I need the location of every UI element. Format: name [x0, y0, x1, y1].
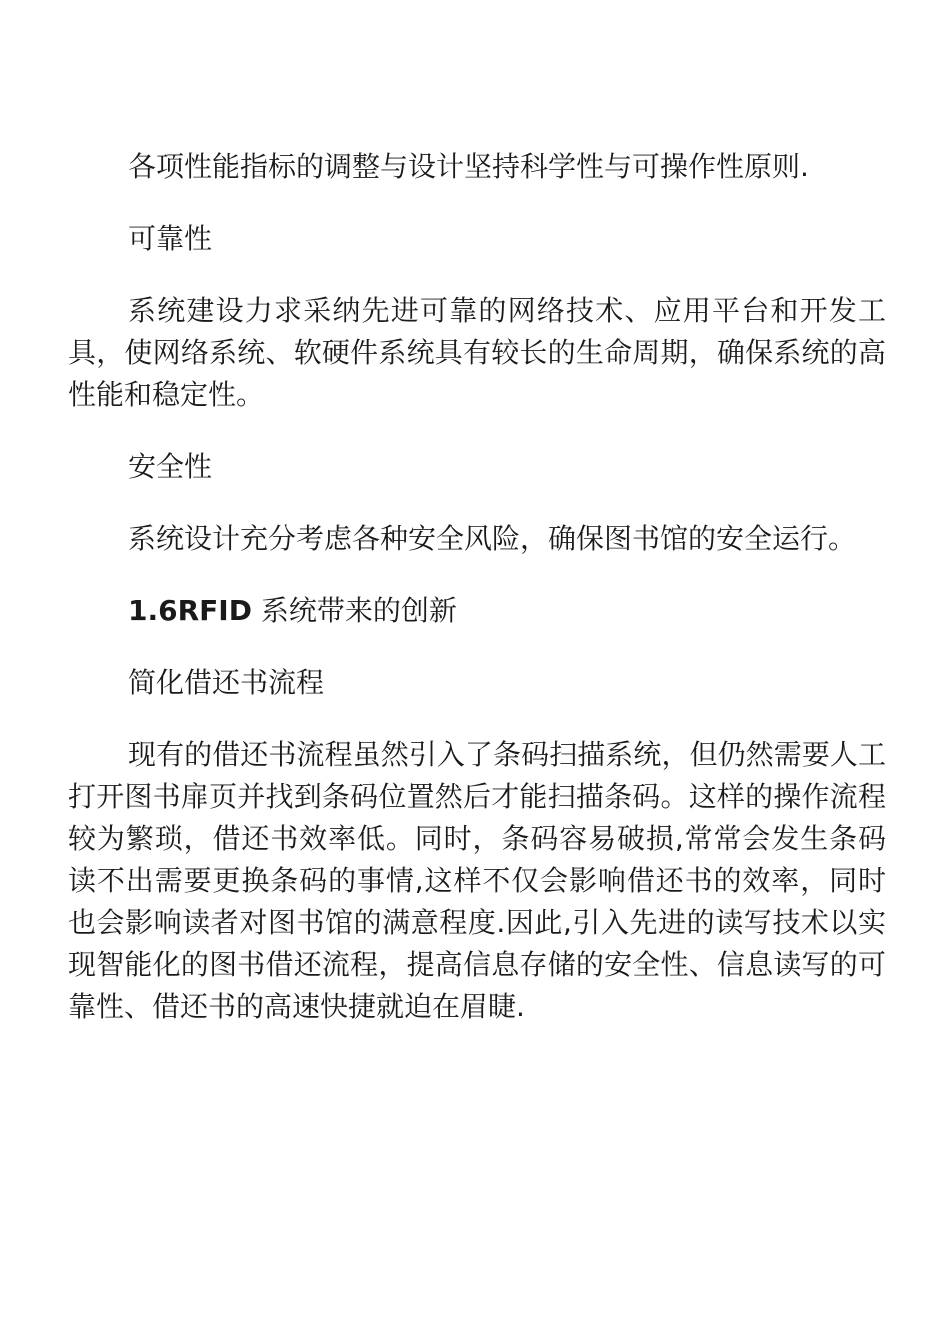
section-number: 1.6RFID	[128, 594, 252, 627]
subheading-security: 安全性	[128, 450, 213, 483]
paragraph-borrow-return: 现有的借还书流程虽然引入了条码扫描系统，但仍然需要人工打开图书扉页并找到条码位置然后才能扫描条码。这样的操作流程较为繁琐，借还书效率低。同时，条码容易破损,常常会发生条码读不出需要更换条码的事情,这样不仅会影响借还书的效率，同时也会影响读者对图书馆的满意程度.因此,引入先进的读写技术以实现智能化的图书借还流程，提高信息存储的安全性、信息读写的可靠性、借还书的高速快捷就迫在眉睫.	[68, 738, 886, 1023]
paragraph-principle: 各项性能指标的调整与设计坚持科学性与可操作性原则.	[128, 150, 809, 183]
subheading-borrow-return: 简化借还书流程	[128, 666, 325, 699]
paragraph-security: 系统设计充分考虑各种安全风险，确保图书馆的安全运行。	[128, 522, 857, 555]
section-heading	[68, 590, 886, 632]
subheading-reliability: 可靠性	[128, 222, 213, 255]
paragraph-reliability: 系统建设力求采纳先进可靠的网络技术、应用平台和开发工具，使网络系统、软硬件系统具有较长的生命周期，确保系统的高性能和稳定性。	[68, 294, 886, 411]
section-title: 系统带来的创新	[251, 594, 457, 627]
document-body	[68, 146, 886, 1058]
